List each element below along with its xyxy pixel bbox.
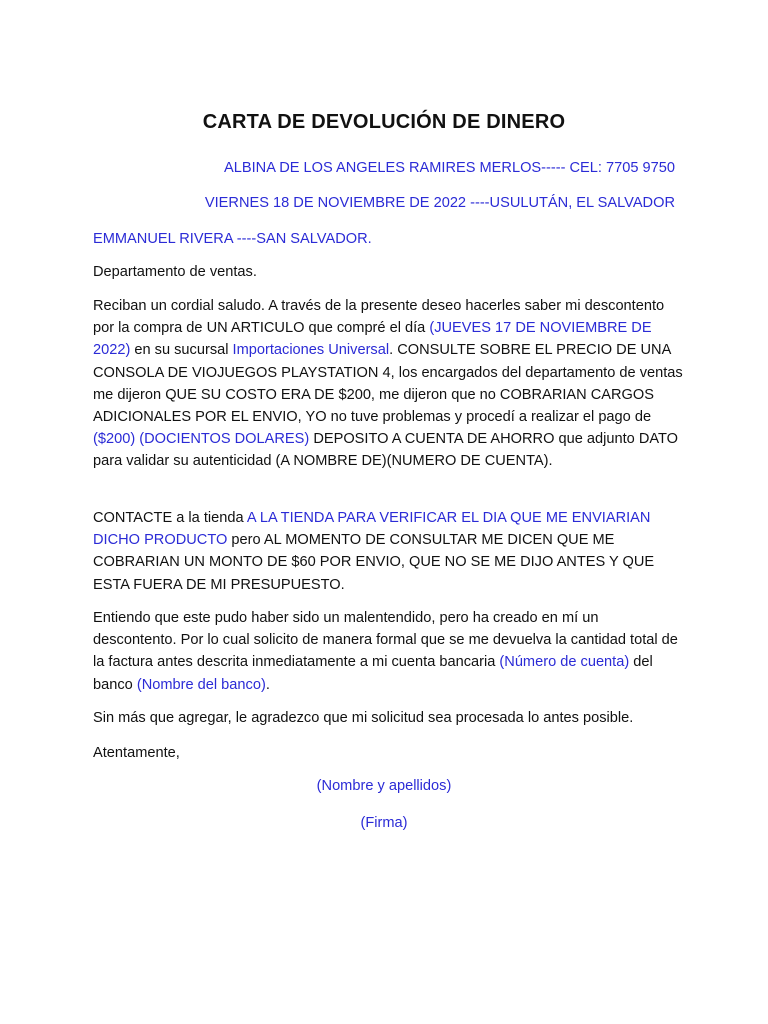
paragraph-text: . xyxy=(265,676,270,693)
highlight-store-verification: A LA TIENDA PARA VERIFICAR EL DIA QUE ME ENVIARIAN DICHO PRODUCTO xyxy=(93,510,651,549)
paragraph-request xyxy=(93,607,683,696)
signature-placeholder: (Firma) xyxy=(360,815,408,831)
recipient-line: EMMANUEL RIVERA ----SAN SALVADOR. xyxy=(93,231,372,247)
highlight-bank-name: (Nombre del banco) xyxy=(136,676,266,693)
highlight-amount: ($200) (DOCIENTOS DOLARES) xyxy=(93,431,310,448)
paragraph-text: en su sucursal xyxy=(130,342,233,359)
paragraph-text: DEPOSITO A CUENTA DE AHORRO que adjunto DATO para validar su autenticidad (A NOMBRE DE)(NUMERO DE CUENTA). xyxy=(93,431,679,470)
name-placeholder: (Nombre y apellidos) xyxy=(316,778,452,794)
paragraph-contact xyxy=(93,507,683,596)
paragraph-text: Entiendo que este pudo haber sido un malentendido, pero ha creado en mí un descontento. Por lo cual solicito de manera formal que se me devuelva la cantidad total de la factura antes descrita inmediatamente a mi cuenta bancaria xyxy=(93,610,678,671)
highlight-store-name: Importaciones Universal xyxy=(232,342,390,359)
date-location-line: VIERNES 18 DE NOVIEMBRE DE 2022 ----USULUTÁN, EL SALVADOR xyxy=(204,195,675,211)
sign-off: Atentamente, xyxy=(93,745,180,761)
paragraph-text: . CONSULTE SOBRE EL PRECIO DE UNA CONSOLA DE VIOJUEGOS PLAYSTATION 4, los encargados del departamento de ventas me dijeron QUE SU COSTO ERA DE $200, me dijeron que no COBRARIAN CARGOS ADICIONALES POR EL ENVIO, YO no tuve problemas y procedí a realizar el pago de xyxy=(93,342,683,426)
paragraph-text: Reciban un cordial saludo. A través de la presente deseo hacerles saber mi descontento por la compra de UN ARTICULO que compré el día xyxy=(93,298,665,337)
department-line: Departamento de ventas. xyxy=(93,264,257,280)
paragraph-text: del banco xyxy=(93,654,653,693)
letter-title: CARTA DE DEVOLUCIÓN DE DINERO xyxy=(202,111,566,133)
highlight-purchase-date: (JUEVES 17 DE NOVIEMBRE DE 2022) xyxy=(93,320,652,359)
paragraph-text: pero AL MOMENTO DE CONSULTAR ME DICEN QUE ME COBRARIAN UN MONTO DE $60 POR ENVIO, QUE NO SE ME DIJO ANTES Y QUE ESTA FUERA DE MI PRESUPUESTO. xyxy=(93,532,655,593)
highlight-account-number: (Número de cuenta) xyxy=(499,654,630,671)
paragraph-purchase xyxy=(93,295,683,473)
sender-line: ALBINA DE LOS ANGELES RAMIRES MERLOS----- CEL: 7705 9750 xyxy=(224,160,675,176)
paragraph-text: CONTACTE a la tienda xyxy=(93,510,247,526)
closing-sentence: Sin más que agregar, le agradezco que mi solicitud sea procesada lo antes posible. xyxy=(93,710,634,726)
